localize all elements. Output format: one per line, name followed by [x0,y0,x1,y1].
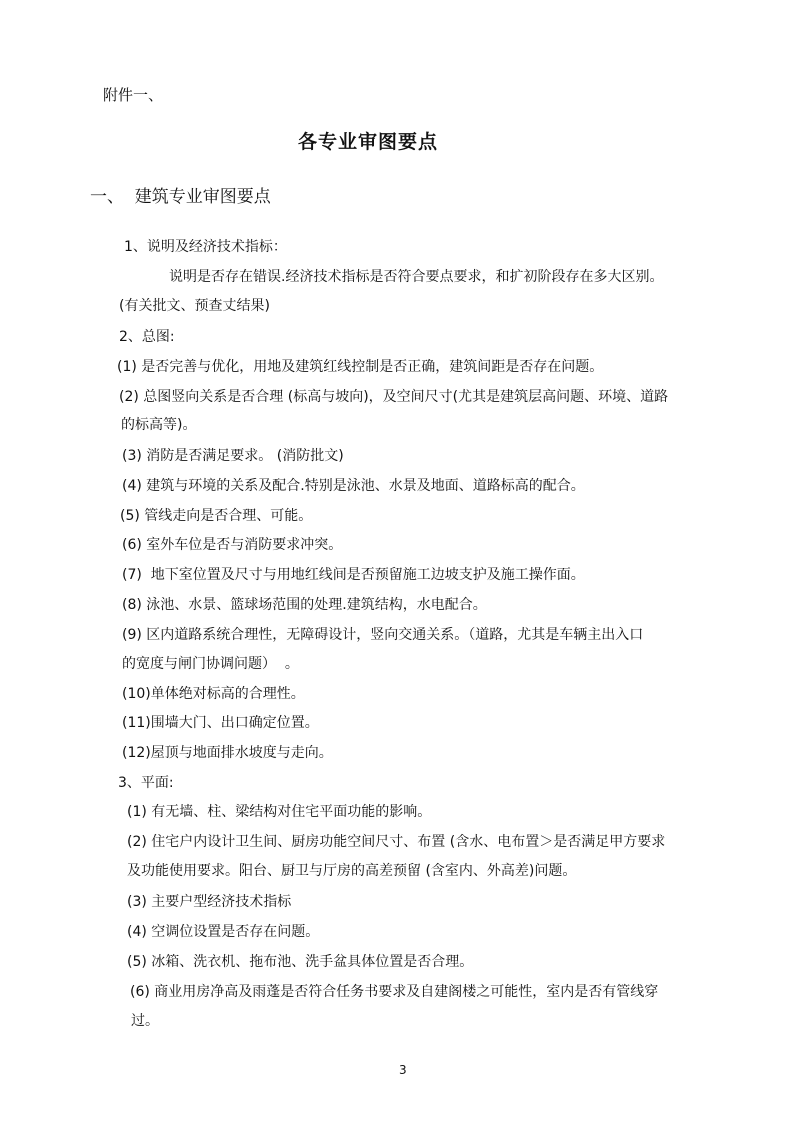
section-heading: 一、 建筑专业审图要点 [90,187,271,207]
list-item-continued: 的宽度与闸门协调问题） 。 [122,656,299,672]
list-item: (7) 地下室位置及尺寸与用地红线间是否预留施工边坡支护及施工操作面。 [122,567,585,583]
list-item: (5) 管线走向是否合理、可能。 [120,508,313,524]
list-item: (1) 有无墙、柱、梁结构对住宅平面功能的影响。 [127,804,432,820]
attachment-label: 附件一、 [103,86,164,104]
subsection-label-site-plan: 2、总图: [119,329,175,345]
list-item: (6) 室外车位是否与消防要求冲突。 [122,537,343,553]
list-item: (2) 总图竖向关系是否合理 (标高与坡向)，及空间尺寸(尤其是建筑层高问题、环境、道路 [119,389,669,405]
paragraph-explanation: 说明是否存在错误.经济技术指标是否符合要点要求，和扩初阶段存在多大区别。 [169,269,664,285]
subsection-label-explanation: 1、说明及经济技术指标： [124,239,287,255]
list-item: (4) 建筑与环境的关系及配合.特别是泳池、水景及地面、道路标高的配合。 [122,478,585,494]
list-item: (11)围墙大门、出口确定位置。 [122,715,319,731]
list-item: (3) 消防是否满足要求。 (消防批文) [122,448,344,464]
list-item: (9) 区内道路系统合理性，无障碍设计，竖向交通关系。（道路，尤其是车辆主出入口 [122,627,644,643]
list-item: (8) 泳池、水景、篮球场范围的处理.建筑结构，水电配合。 [122,597,487,613]
paragraph-note: (有关批文、预查丈结果) [119,298,270,314]
list-item-continued: 及功能使用要求。阳台、厨卫与厅房的高差预留 (含室内、外高差)问题。 [127,863,577,879]
list-item: (6) 商业用房净高及雨蓬是否符合任务书要求及自建阁楼之可能性，室内是否有管线穿 [130,984,659,1000]
list-item: (1) 是否完善与优化，用地及建筑红线控制是否正确，建筑间距是否存在问题。 [117,359,604,375]
page-number: 3 [399,1063,407,1077]
list-item: (2) 住宅户内设计卫生间、厨房功能空间尺寸、布置 (含水、电布置＞是否满足甲方要求 [127,834,666,850]
list-item-continued: 过。 [131,1013,159,1029]
page-title: 各专业审图要点 [298,131,439,153]
subsection-label-floor-plan: 3、平面: [118,775,174,791]
list-item: (12)屋顶与地面排水坡度与走向。 [122,745,333,761]
list-item: (4) 空调位设置是否存在问题。 [127,924,320,940]
list-item-continued: 的标高等)。 [121,417,197,433]
list-item: (5) 冰箱、洗衣机、拖布池、洗手盆具体位置是否合理。 [127,954,474,970]
list-item: (10)单体绝对标高的合理性。 [122,686,305,702]
list-item: (3) 主要户型经济技术指标 [127,894,292,910]
